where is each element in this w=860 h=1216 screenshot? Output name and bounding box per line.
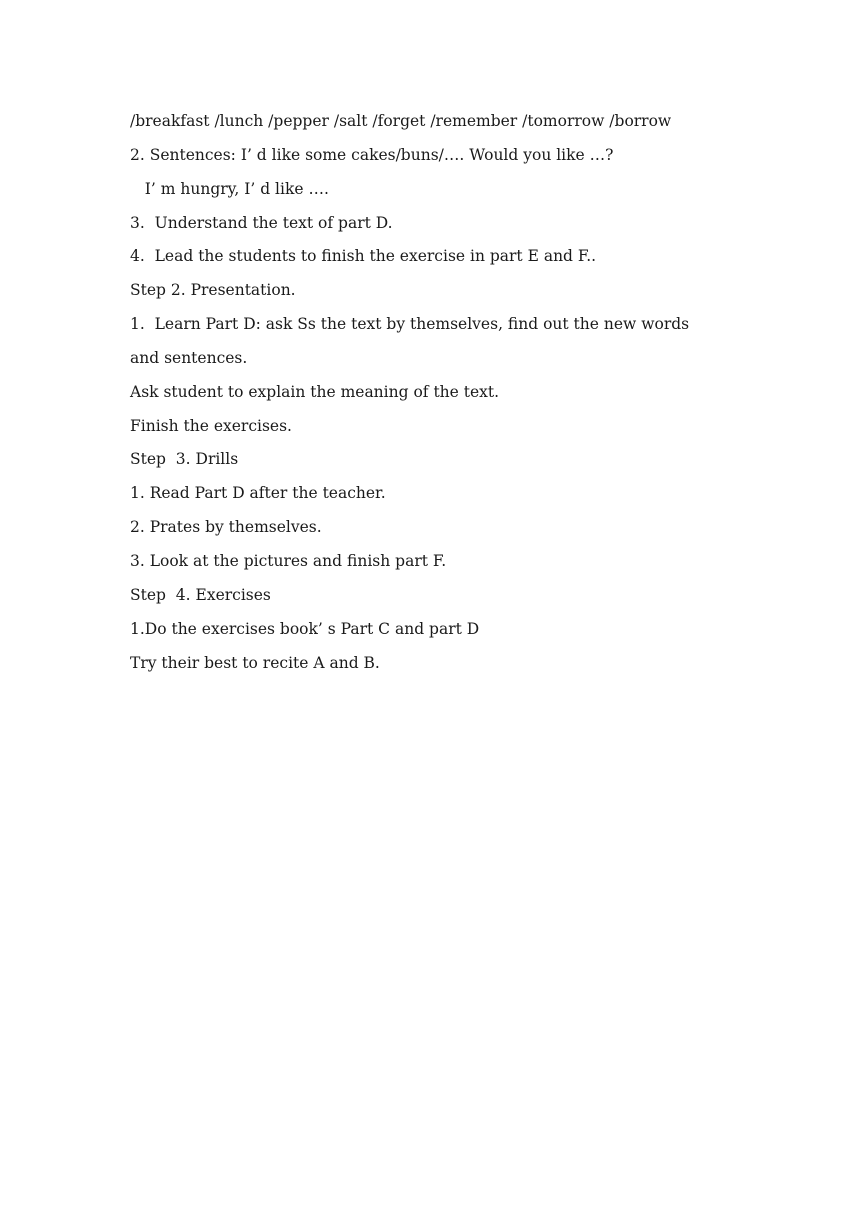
exercises-item-1: 1.Do the exercises book’ s Part C and part D	[130, 619, 480, 638]
drills-item-2: 2. Prates by themselves.	[130, 518, 322, 537]
sentences-continuation: I’ m hungry, I’ d like ….	[130, 179, 329, 198]
sentences-item: 2. Sentences: I’ d like some cakes/buns/…. Would you like …?	[130, 145, 614, 164]
step-2-heading: Step 2. Presentation.	[130, 281, 296, 300]
document-body	[130, 110, 750, 685]
presentation-item-1: 1. Learn Part D: ask Ss the text by themselves, find out the new words	[130, 315, 690, 334]
presentation-explain-line: Ask student to explain the meaning of the text.	[130, 382, 500, 401]
drills-item-3: 3. Look at the pictures and finish part F.	[130, 551, 447, 570]
objective-item-4: 4. Lead the students to finish the exercise in part E and F..	[130, 247, 597, 266]
vocabulary-list-line: /breakfast /lunch /pepper /salt /forget /remember /tomorrow /borrow	[130, 112, 672, 130]
exercises-recite-line: Try their best to recite A and B.	[130, 653, 380, 672]
step-4-heading: Step 4. Exercises	[130, 585, 271, 604]
drills-item-1: 1. Read Part D after the teacher.	[130, 484, 386, 503]
presentation-item-1-continuation: and sentences.	[130, 348, 248, 367]
step-3-heading: Step 3. Drills	[130, 450, 239, 469]
presentation-finish-line: Finish the exercises.	[130, 416, 292, 435]
objective-item-3: 3. Understand the text of part D.	[130, 213, 393, 232]
